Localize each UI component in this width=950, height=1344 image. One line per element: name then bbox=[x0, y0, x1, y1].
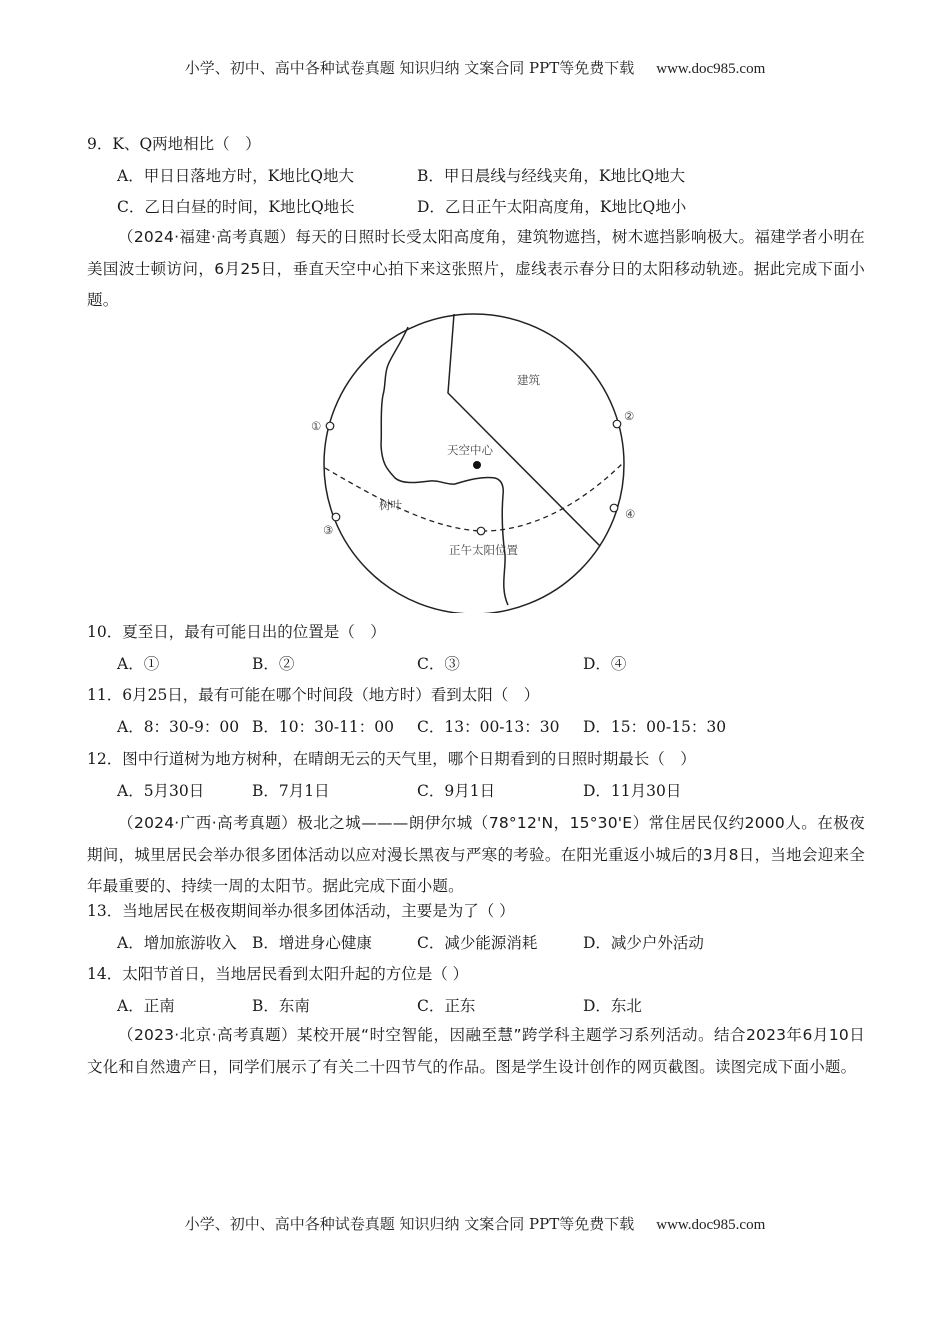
position-3-marker bbox=[332, 513, 340, 521]
passage-guangxi: （2024·广西·高考真题）极北之城———朗伊尔城（78°12'N，15°30'E）常住居民仅约2000人。在极夜期间，城里居民会举办很多团体活动以应对漫长黑夜与严寒的考验。在阳光重返小城后的3月8日，当地会迎来全年最重要的、持续一周的太阳节。据此完成下面小题。 bbox=[87, 814, 865, 895]
label-leaves: 树叶 bbox=[379, 498, 402, 512]
footer-text: 小学、初中、高中各种试卷真题 知识归纳 文案合同 PPT等免费下载 bbox=[184, 1215, 635, 1233]
q14-option-b: B．东南 bbox=[252, 997, 310, 1015]
q11-stem: 11．6月25日，最有可能在哪个时间段（地方时）看到太阳（ ） bbox=[87, 686, 540, 704]
q10-option-a: A．① bbox=[117, 655, 160, 673]
header-text: 小学、初中、高中各种试卷真题 知识归纳 文案合同 PPT等免费下载 bbox=[184, 59, 635, 77]
q10-option-d: D．④ bbox=[583, 655, 627, 673]
building-outline bbox=[448, 314, 600, 546]
q10-option-c: C．③ bbox=[417, 655, 460, 673]
position-4-marker bbox=[610, 504, 618, 512]
q14-option-c: C．正东 bbox=[417, 997, 476, 1015]
label-noon-sun: 正午太阳位置 bbox=[449, 543, 518, 557]
q12-option-c: C．9月1日 bbox=[417, 782, 496, 800]
page-footer bbox=[0, 1213, 950, 1234]
q9-option-a: A．甲日日落地方时，K地比Q地大 bbox=[117, 167, 354, 185]
q13-stem: 13．当地居民在极夜期间举办很多团体活动，主要是为了（ ） bbox=[87, 902, 515, 920]
position-1-marker bbox=[326, 422, 334, 430]
header-site-link[interactable]: www.doc985.com bbox=[656, 61, 766, 77]
position-2-marker bbox=[613, 420, 621, 428]
passage-fujian: （2024·福建·高考真题）每天的日照时长受太阳高度角，建筑物遮挡，树木遮挡影响极大。福建学者小明在美国波士顿访问，6月25日，垂直天空中心拍下来这张照片，虚线表示春分日的太阳移动轨迹。据此完成下面小题。 bbox=[87, 228, 865, 309]
q14-option-d: D．东北 bbox=[583, 997, 642, 1015]
q9-option-d: D．乙日正午太阳高度角，K地比Q地小 bbox=[417, 198, 687, 216]
q9-option-c: C．乙日白昼的时间，K地比Q地长 bbox=[117, 198, 355, 216]
q10-stem: 10．夏至日，最有可能日出的位置是（ ） bbox=[87, 623, 386, 641]
q12-option-b: B．7月1日 bbox=[252, 782, 330, 800]
q11-option-c: C．13：00-13：30 bbox=[417, 718, 560, 736]
q13-option-c: C．减少能源消耗 bbox=[417, 934, 538, 952]
q12-option-d: D．11月30日 bbox=[583, 782, 682, 800]
q11-option-d: D．15：00-15：30 bbox=[583, 718, 727, 736]
q10-option-b: B．② bbox=[252, 655, 295, 673]
q14-stem: 14．太阳节首日，当地居民看到太阳升起的方位是（ ） bbox=[87, 965, 469, 983]
equinox-sun-path bbox=[325, 463, 623, 531]
q11-option-a: A．8：30-9：00 bbox=[117, 718, 240, 736]
noon-sun-marker bbox=[477, 527, 485, 535]
q13-option-d: D．减少户外活动 bbox=[583, 934, 704, 952]
q14-option-a: A．正南 bbox=[117, 997, 175, 1015]
footer-site-link[interactable]: www.doc985.com bbox=[656, 1217, 766, 1233]
q9-stem: 9．K、Q两地相比（ ） bbox=[87, 135, 261, 153]
label-position-4: ④ bbox=[625, 507, 636, 521]
passage-beijing: （2023·北京·高考真题）某校开展“时空智能，因融至慧”跨学科主题学习系列活动。结合2023年6月10日文化和自然遗产日，同学们展示了有关二十四节气的作品。图是学生设计创作的网页截图。读图完成下面小题。 bbox=[87, 1026, 865, 1076]
q12-stem: 12．图中行道树为地方树种，在晴朗无云的天气里，哪个日期看到的日照时期最长（ ） bbox=[87, 750, 696, 768]
q12-option-a: A．5月30日 bbox=[117, 782, 205, 800]
label-position-3: ③ bbox=[323, 523, 334, 537]
label-position-1: ① bbox=[311, 419, 322, 433]
label-sky-center: 天空中心 bbox=[447, 443, 493, 457]
label-position-2: ② bbox=[624, 409, 635, 423]
tree-leaves-outline bbox=[381, 327, 508, 605]
q13-option-b: B．增进身心健康 bbox=[252, 934, 372, 952]
sky-photo-diagram bbox=[300, 308, 660, 613]
q13-option-a: A．增加旅游收入 bbox=[117, 934, 237, 952]
page-header bbox=[0, 57, 950, 78]
label-building: 建筑 bbox=[517, 373, 540, 387]
q11-option-b: B．10：30-11：00 bbox=[252, 718, 395, 736]
sky-center-dot bbox=[473, 461, 481, 469]
q9-option-b: B．甲日晨线与经线夹角，K地比Q地大 bbox=[417, 167, 686, 185]
